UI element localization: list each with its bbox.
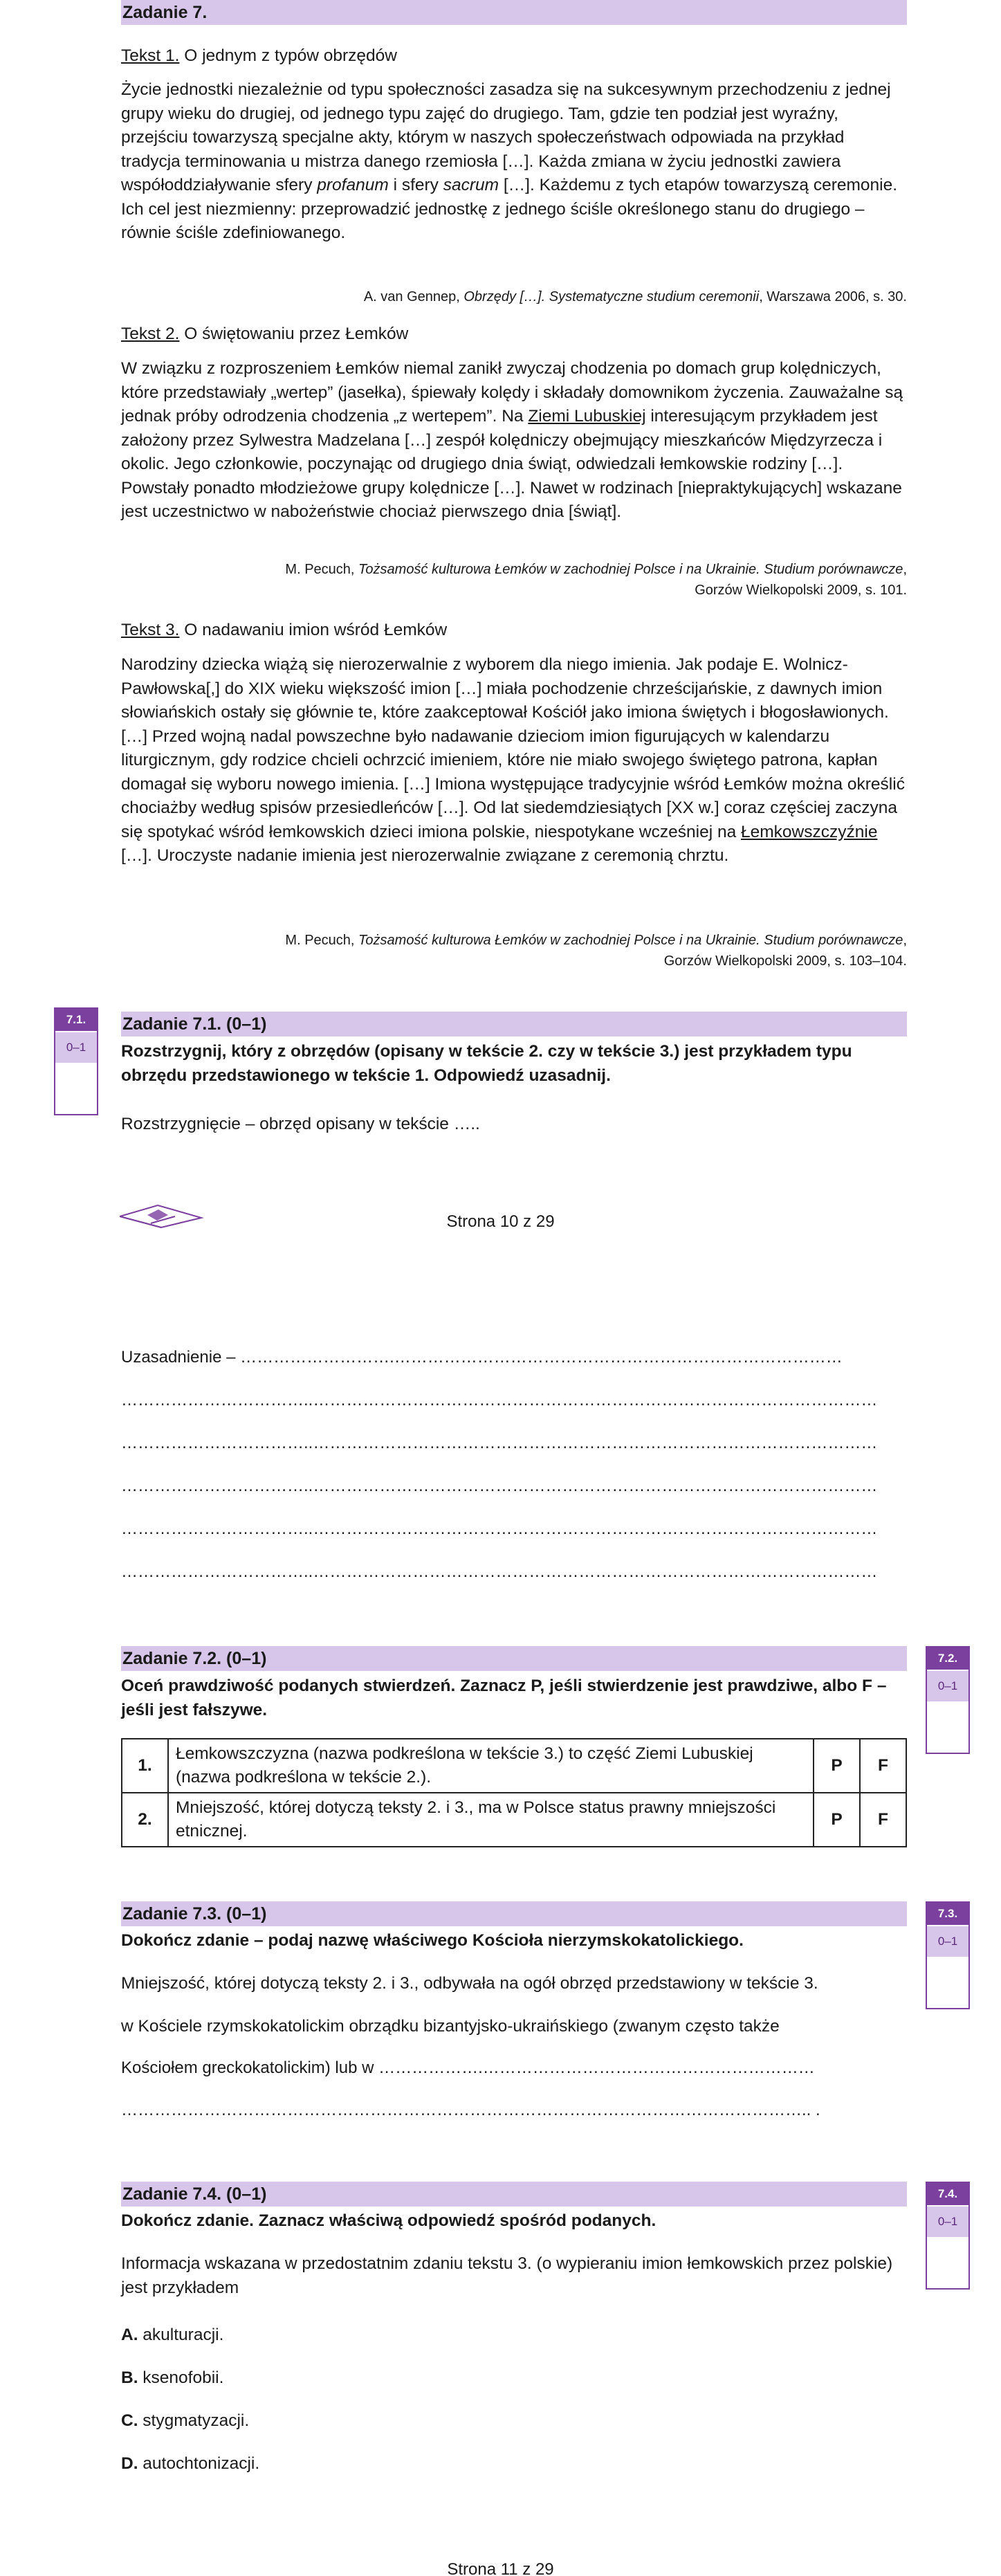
table-row (122, 1739, 906, 1793)
option-letter: C. (121, 2411, 138, 2430)
statement-text: Mniejszość, której dotyczą teksty 2. i 3., ma w Polsce status prawny mniejszości etnicznej. (168, 1793, 814, 1847)
task71-instruction: Rozstrzygnij, który z obrzędów (opisany w tekście 2. czy w tekście 3.) jest przykładem typu obrzędu przedstawionego w tekście 1. Odpowiedź uzasadnij. (121, 1042, 852, 1085)
task73-line3[interactable]: Kościołem greckokatolickim) lub w ……………….…………………………………………………… (121, 2058, 815, 2077)
task71-score-field[interactable] (55, 1063, 97, 1114)
table-row (122, 1793, 906, 1847)
text1-source-title: Obrzędy […]. Systematyczne studium ceremonii (463, 289, 760, 304)
text1-italic-sacrum: sacrum (443, 176, 499, 194)
text3-body (121, 653, 907, 868)
text2-source-author: M. Pecuch, (285, 562, 359, 577)
text3-source-author: M. Pecuch, (285, 933, 359, 948)
text3-source-title: Tożsamość kulturowa Łemków w zachodniej Polsce i na Ukrainie. Studium porównawcze (358, 933, 903, 948)
text3-source-comma: , (903, 933, 907, 948)
task74-score-box (926, 2182, 970, 2290)
task71-dotted-line[interactable]: ……………………………..………………………………………………………………………………………… (121, 1434, 878, 1452)
text2-body-b: interesującym przykładem jest założony przez Sylwestra Madzelana […] zespół kolędniczy obejmujący mieszkańców Międzyrzecza i okolic. Jego członkowie, poczynając od drugiego dnia świąt, odwiedzali łemkowskie rodziny […]. Powstały ponadto młodzieżowe grupy kolędnicze […]. Nawet w rodzinach [niepraktykujących] wskazane jest uczestnictwo w nabożeństwie chociaż pierwszego dnia [świąt]. (121, 407, 902, 521)
task73-score-field[interactable] (927, 1957, 968, 2008)
text3-heading (121, 619, 907, 643)
option-letter: A. (121, 2326, 138, 2344)
task74-score-field[interactable] (927, 2237, 968, 2288)
text3-body-b: […]. Uroczyste nadanie imienia jest nierozerwalnie związane z ceremonią chrztu. (121, 846, 729, 865)
task7-header: Zadanie 7. (121, 0, 907, 25)
task73-line1: Mniejszość, której dotyczą teksty 2. i 3., odbywała na ogół obrzęd przedstawiony w tekście 3. (121, 1974, 818, 1993)
task71-box-number: 7.1. (55, 1009, 97, 1031)
option-d[interactable] (121, 2454, 259, 2474)
text3-title: O nadawaniu imion wśród Łemków (179, 621, 448, 639)
statement-text: Łemkowszczyzna (nazwa podkreślona w tekście 3.) to część Ziemi Lubuskiej (nazwa podkreślona w tekście 2.). (168, 1739, 814, 1793)
text1-body (121, 78, 907, 246)
text1-heading (121, 44, 907, 68)
true-option[interactable]: P (814, 1793, 860, 1847)
task71-dotted-line[interactable]: ……………………………..………………………………………………………………………………………… (121, 1562, 878, 1581)
task72-header: Zadanie 7.2. (0–1) (121, 1646, 907, 1671)
text2-heading (121, 322, 907, 347)
page11-number: Strona 11 z 29 (447, 2560, 554, 2576)
text2-body (121, 357, 907, 524)
task71-dotted-line[interactable]: ……………………………..………………………………………………………………………………………… (121, 1477, 878, 1495)
task73-instruction: Dokończ zdanie – podaj nazwę właściwego Kościoła nierzymskokatolickiego. (121, 1931, 744, 1950)
task72-box-number: 7.2. (927, 1647, 968, 1670)
task73-score-box (926, 1901, 970, 2009)
option-b[interactable] (121, 2368, 223, 2388)
text1-source-rest: , Warszawa 2006, s. 30. (759, 289, 907, 304)
true-false-table (121, 1738, 907, 1847)
text3-source (121, 930, 907, 971)
text3-underlined-lemkowszczyznie: Łemkowszczyźnie (741, 822, 878, 841)
option-c[interactable] (121, 2411, 249, 2431)
task72-instruction: Oceń prawdziwość podanych stwierdzeń. Zaznacz P, jeśli stwierdzenie jest prawdziwe, albo F – jeśli jest fałszywe. (121, 1677, 887, 1719)
option-a[interactable] (121, 2326, 223, 2345)
task72-score-field[interactable] (927, 1701, 968, 1753)
option-letter: B. (121, 2368, 138, 2387)
text1-body-c: […]. Każdemu z tych etapów towarzyszą ceremonie. Ich cel jest niezmienny: przeprowadzić jednostkę z jednego ściśle określonego stanu do drugiego – równie ściśle zdefiniowanego. (121, 176, 898, 242)
task74-instruction: Dokończ zdanie. Zaznacz właściwą odpowiedź spośród podanych. (121, 2211, 656, 2230)
text1-body-b: i sfery (388, 176, 443, 194)
text2-title: O świętowaniu przez Łemków (179, 325, 409, 343)
option-letter: D. (121, 2454, 138, 2473)
task74-header: Zadanie 7.4. (0–1) (121, 2182, 907, 2207)
statement-number: 2. (122, 1793, 168, 1847)
text1-source-author: A. van Gennep, (363, 289, 464, 304)
task71-dotted-line[interactable]: ……………………………..………………………………………………………………………………………… (121, 1519, 878, 1538)
text2-underlined-ziemi-lubuskiej: Ziemi Lubuskiej (528, 407, 646, 426)
text3-label: Tekst 3. (121, 621, 180, 639)
option-text: ksenofobii. (138, 2368, 224, 2387)
text1-label: Tekst 1. (121, 46, 180, 65)
task73-header: Zadanie 7.3. (0–1) (121, 1901, 907, 1926)
statement-number: 1. (122, 1739, 168, 1793)
true-option[interactable]: P (814, 1739, 860, 1793)
text2-source-comma: , (903, 562, 907, 577)
task73-dotted-line[interactable]: …………………………………………………………………………………………………………….. . (121, 2101, 820, 2119)
task73-box-number: 7.3. (927, 1903, 968, 1925)
text3-source-line2: Gorzów Wielkopolski 2009, s. 103–104. (663, 953, 907, 969)
task72-box-points: 0–1 (927, 1670, 968, 1701)
text3-body-a: Narodziny dziecka wiążą się nierozerwalnie z wyborem dla niego imienia. Jak podaje E. Wolnicz-Pawłowska[,] do XIX wieku większość imion […] miała pochodzenie chrześcijańskie, z dawnych imion słowiańskich ostały się głównie te, które zaakceptował Kościół jako imiona świętych i błogosławionych. […] Przed wojną nadal powszechne było nadawanie dzieciom imion figurujących w kalendarzu liturgicznym, gdy rodzice chcieli ochrzcić imieniem, które nie miało swojego świętego patrona, kapłan domagał się wyboru nowego imienia. […] Imiona występujące tradycyjnie wśród Łemków można określić chociażby według spisów przesiedleńców […]. Od lat siedemdziesiątych [XX w.] coraz częściej zaczyna się spotykać wśród łemkowskich dzieci imiona polskie, niespotykane wcześniej na (121, 655, 905, 841)
task71-dotted-line[interactable]: ……………………………..………………………………………………………………………………………… (121, 1391, 878, 1409)
task72-score-box (926, 1646, 970, 1754)
task73-box-points: 0–1 (927, 1925, 968, 1957)
text2-source-title: Tożsamość kulturowa Łemków w zachodniej Polsce i na Ukrainie. Studium porównawcze (358, 562, 903, 577)
text2-label: Tekst 2. (121, 325, 180, 343)
task71-box-points: 0–1 (55, 1031, 97, 1063)
option-text: autochtonizacji. (138, 2454, 260, 2473)
option-text: stygmatyzacji. (138, 2411, 250, 2430)
text1-source (121, 286, 907, 307)
text1-body-a: Życie jednostki niezależnie od typu społeczności zasadza się na sukcesywnym przechodzeniu z jednej grupy wieku do drugiej, od jednego typu zajęć do drugiego. Tam, gdzie ten podział jest wyraźny, przejściu towarzyszą specjalne akty, którym w naszych społeczeństwach odpowiada na przykład tradycja terminowania u mistrza danego rzemiosła […]. Każda zmiana w życiu jednostki zawiera współoddziaływanie sfery (121, 80, 891, 194)
false-option[interactable]: F (860, 1793, 906, 1847)
task74-stem: Informacja wskazana w przedostatnim zdaniu tekstu 3. (o wypieraniu imion łemkowskich przez polskie) jest przykładem (121, 2254, 893, 2297)
task74-box-number: 7.4. (927, 2183, 968, 2205)
option-text: akulturacji. (138, 2326, 224, 2344)
task73-line2: w Kościele rzymskokatolickim obrządku bizantyjsko-ukraińskiego (zwanym często także (121, 2017, 780, 2036)
task71-header: Zadanie 7.1. (0–1) (121, 1012, 907, 1036)
task74-box-points: 0–1 (927, 2205, 968, 2237)
text1-italic-profanum: profanum (317, 176, 389, 194)
text2-body-a: W związku z rozproszeniem Łemków niemal zanikł zwyczaj chodzenia po domach grup kolędniczych, które przedstawiały „wertep” (jasełka), śpiewały kolędy i składały domownikom życzenia. Zauważalne są jednak próby odrodzenia chodzenia „z wertepem”. Na (121, 359, 903, 426)
text2-source (121, 559, 907, 601)
false-option[interactable]: F (860, 1739, 906, 1793)
page10-number: Strona 10 z 29 (446, 1212, 555, 1230)
task71-score-box (54, 1007, 98, 1115)
task71-answer-prompt[interactable]: Rozstrzygnięcie – obrzęd opisany w tekście ….. (121, 1115, 480, 1133)
text1-title: O jednym z typów obrzędów (179, 46, 397, 65)
task71-justification-line[interactable]: Uzasadnienie – ……………………….……………………………………………………………………… (121, 1348, 843, 1367)
text2-source-line2: Gorzów Wielkopolski 2009, s. 101. (695, 583, 907, 598)
